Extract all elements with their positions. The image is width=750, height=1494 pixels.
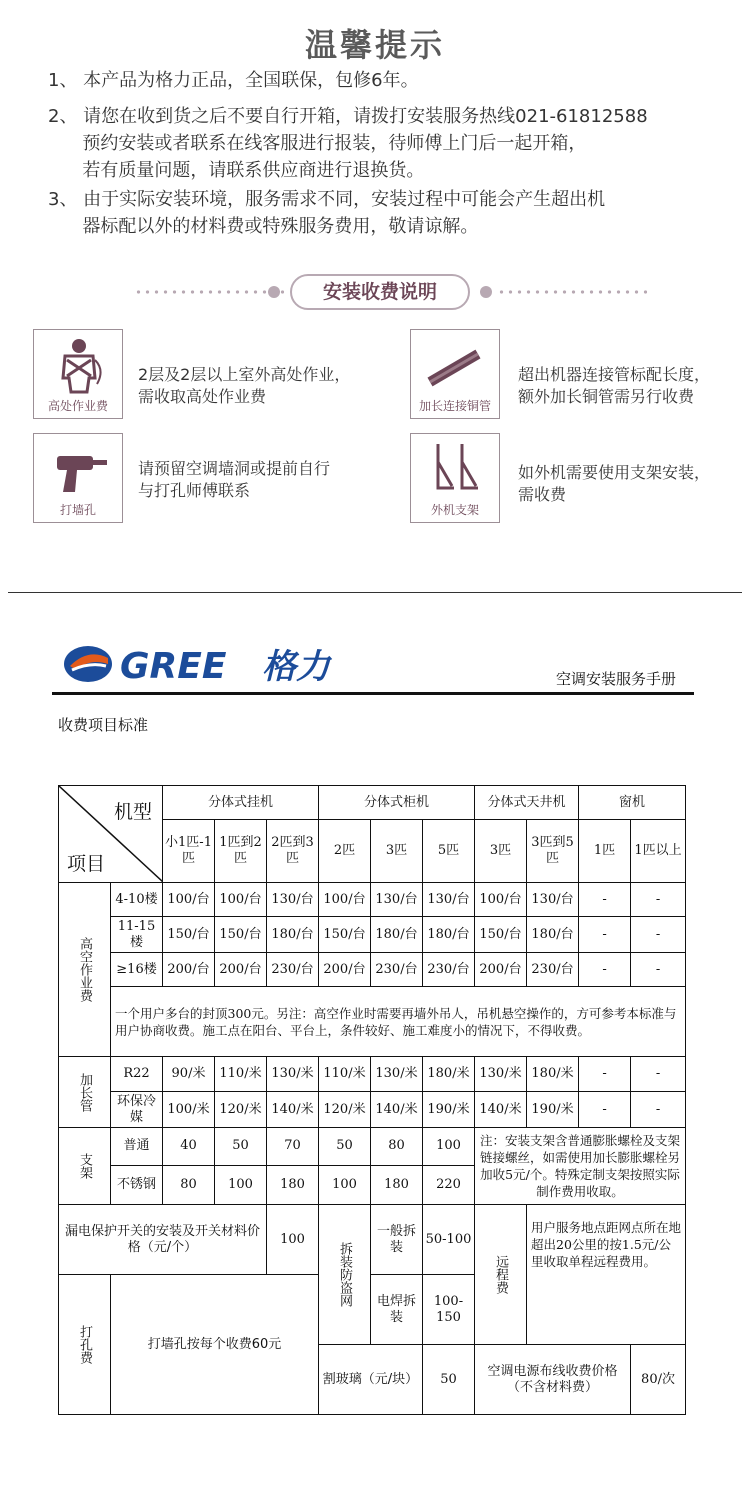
cell: 200/台 (163, 953, 215, 987)
cell: 180/台 (423, 917, 475, 953)
fees-section-title: 安装收费说明 (290, 274, 470, 310)
cell: 230/台 (267, 953, 319, 987)
group-window: 窗机 (579, 786, 686, 820)
cell: 120/米 (319, 1092, 371, 1128)
cell: 150/台 (319, 917, 371, 953)
floor-cell: 11-15楼 (111, 917, 163, 953)
bracket-kind: 普通 (111, 1128, 163, 1166)
fee-wall-hole-text: 请预留空调墙洞或提前自行 与打孔师傅联系 (138, 459, 331, 500)
page-title: 温馨提示 (304, 26, 445, 64)
fee-bracket-text: 如外机需要使用支架安装， 需收费 (518, 463, 711, 504)
fee-high-work (33, 329, 123, 419)
cell: 50 (215, 1128, 267, 1166)
cell: - (579, 883, 631, 917)
cell: 100 (423, 1128, 475, 1166)
bracket-kind: 不锈钢 (111, 1165, 163, 1204)
cell: 70 (267, 1128, 319, 1166)
cell: 130/台 (267, 883, 319, 917)
fee-table (58, 785, 686, 1415)
fee-pipe-caption: 加长连接铜管 (418, 399, 491, 413)
remote-note: 用户服务地点距网点所在地超出20公里的按1.5元/公里收取单程远程费用。 (527, 1205, 686, 1345)
cell: 230/台 (371, 953, 423, 987)
gree-logo-text: GREE (120, 646, 227, 687)
pipe-label: 加长管 (59, 1057, 111, 1128)
hole-text: 打墙孔按每个收费60元 (111, 1275, 319, 1415)
power-value: 80/次 (631, 1345, 686, 1415)
dot-left (268, 286, 280, 298)
cell: - (631, 1092, 686, 1128)
cell: 130/台 (423, 883, 475, 917)
theft-normal: 一般拆装 (371, 1205, 423, 1275)
theft-weld-value: 100-150 (423, 1275, 475, 1345)
cell: - (631, 1057, 686, 1092)
bracket-note: 注：安装支架含普通膨胀螺栓及支架链接螺丝，如需使用加长膨胀螺栓另加收5元/个。特殊定制支架按照实际制作费用收取。 (475, 1128, 686, 1205)
tip-1: 1、 本产品为格力正品，全国联保，包修6年。 (48, 70, 419, 91)
cell: 180/米 (423, 1057, 475, 1092)
glass-label: 割玻璃（元/块） (319, 1345, 423, 1415)
corner-item: 项目 (67, 853, 106, 875)
cell: 110/米 (319, 1057, 371, 1092)
high-work-note: 一个用户多台的封顶300元。另注：高空作业时需要再墙外吊人，吊机悬空操作的，方可参考本标准与用户协商收费。施工点在阳台、平台上，条件较好、施工难度小的情况下，不得收费。 (111, 987, 686, 1057)
glass-value: 50 (423, 1345, 475, 1415)
cell: 130/台 (527, 883, 579, 917)
cell: 180/台 (527, 917, 579, 953)
remote-label: 远程费 (475, 1205, 527, 1345)
high-work-label: 高空作业费 (59, 883, 111, 1057)
pipe-kind: R22 (111, 1057, 163, 1092)
cell: - (579, 1092, 631, 1128)
cell: 100/台 (163, 883, 215, 917)
table-row (59, 953, 686, 987)
cell: 140/米 (267, 1092, 319, 1128)
cell: 180 (267, 1165, 319, 1204)
theft-normal-value: 50-100 (423, 1205, 475, 1275)
cell: 40 (163, 1128, 215, 1166)
cell: 100/台 (215, 883, 267, 917)
fee-standard-title: 收费项目标准 (58, 716, 149, 734)
cell: 180 (371, 1165, 423, 1204)
theft-weld: 电焊拆装 (371, 1275, 423, 1345)
floor-cell: ≥16楼 (111, 953, 163, 987)
cell: - (579, 953, 631, 987)
table-row (59, 883, 686, 917)
table-row (59, 1092, 686, 1128)
bracket-icon (426, 440, 486, 500)
power-label: 空调电源布线收费价格（不含材料费） (475, 1345, 631, 1415)
sub-col: 1匹 (579, 820, 631, 883)
cell: 100 (215, 1165, 267, 1204)
divider-line (8, 592, 742, 593)
cell: - (631, 883, 686, 917)
leak-value: 100 (267, 1205, 319, 1275)
group-cabinet: 分体式柜机 (319, 786, 475, 820)
cell: 180/米 (527, 1057, 579, 1092)
cell: 100 (319, 1165, 371, 1204)
cell: 230/台 (423, 953, 475, 987)
cell: 100/台 (319, 883, 371, 917)
pipe-icon (426, 336, 486, 396)
table-row (59, 917, 686, 953)
cell: - (631, 917, 686, 953)
fee-pipe (410, 329, 500, 419)
cell: 130/米 (475, 1057, 527, 1092)
cell: 100/台 (475, 883, 527, 917)
sub-col: 1匹以上 (631, 820, 686, 883)
dot-right (480, 286, 492, 298)
cell: 220 (423, 1165, 475, 1204)
cell: 230/台 (527, 953, 579, 987)
cell: 130/米 (371, 1057, 423, 1092)
cell: 140/米 (371, 1092, 423, 1128)
cell: 200/台 (215, 953, 267, 987)
cell: 190/米 (527, 1092, 579, 1128)
group-wall: 分体式挂机 (163, 786, 319, 820)
corner-model: 机型 (113, 801, 152, 823)
tip-2: 2、 请您在收到货之后不要自行开箱，请拨打安装服务热线021-61812588 预约安装或者联系在线客服进行报装，待师傅上门后一起开箱， 若有质量问题，请联系供应商进行退换货。 (48, 106, 648, 181)
cell: 130/台 (371, 883, 423, 917)
cell: - (631, 953, 686, 987)
cell: 150/台 (163, 917, 215, 953)
cell: 190/米 (423, 1092, 475, 1128)
cell: 180/台 (371, 917, 423, 953)
tip-3: 3、 由于实际安装环境，服务需求不同，安装过程中可能会产生超出机 器标配以外的材料费或特殊服务费用，敬请谅解。 (48, 189, 606, 237)
manual-title: 空调安装服务手册 (556, 670, 677, 688)
cell: 110/米 (215, 1057, 267, 1092)
fee-bracket (410, 433, 500, 523)
sub-col: 1匹到2匹 (215, 820, 267, 883)
dots-right (497, 290, 647, 294)
bracket-label: 支架 (59, 1128, 111, 1205)
cell: 200/台 (319, 953, 371, 987)
cell: 150/台 (215, 917, 267, 953)
sub-col: 2匹到3匹 (267, 820, 319, 883)
floor-cell: 4-10楼 (111, 883, 163, 917)
fee-wall-hole (33, 433, 123, 523)
pipe-kind: 环保冷媒 (111, 1092, 163, 1128)
fee-high-work-caption: 高处作业费 (47, 399, 108, 413)
cell: - (579, 917, 631, 953)
cell: 200/台 (475, 953, 527, 987)
cell: 130/米 (267, 1057, 319, 1092)
table-row (59, 1128, 686, 1166)
cell: 100/米 (163, 1092, 215, 1128)
cell: 80 (371, 1128, 423, 1166)
harness-icon (49, 336, 109, 396)
cell: 180/台 (267, 917, 319, 953)
sub-col: 小1匹-1匹 (163, 820, 215, 883)
cell: 90/米 (163, 1057, 215, 1092)
section-divider (0, 272, 750, 312)
hole-label: 打孔费 (59, 1275, 111, 1415)
cell: 140/米 (475, 1092, 527, 1128)
fee-wall-hole-caption: 打墙孔 (59, 503, 96, 517)
fee-high-work-text: 2层及2层以上室外高处作业， 需收取高处作业费 (138, 365, 351, 406)
cell: 150/台 (475, 917, 527, 953)
sub-col: 2匹 (319, 820, 371, 883)
drill-icon (49, 440, 109, 500)
cell: 120/米 (215, 1092, 267, 1128)
sub-col: 3匹 (371, 820, 423, 883)
fee-pipe-text: 超出机器连接管标配长度， 额外加长铜管需另行收费 (518, 365, 711, 406)
header-rule (52, 692, 694, 695)
dots-left (134, 290, 284, 294)
table-row (59, 1057, 686, 1092)
gree-logo-cn: 格力 (262, 647, 330, 687)
sub-col: 3匹 (475, 820, 527, 883)
table-corner (59, 786, 163, 883)
cell: - (579, 1057, 631, 1092)
sub-col: 3匹到5匹 (527, 820, 579, 883)
group-ceiling: 分体式天井机 (475, 786, 579, 820)
cell: 50 (319, 1128, 371, 1166)
leak-label: 漏电保护开关的安装及开关材料价格（元/个） (59, 1205, 267, 1275)
sub-col: 5匹 (423, 820, 475, 883)
cell: 80 (163, 1165, 215, 1204)
fee-bracket-caption: 外机支架 (430, 503, 479, 517)
gree-logo (62, 640, 352, 688)
theft-label: 拆装防盗网 (319, 1205, 371, 1345)
